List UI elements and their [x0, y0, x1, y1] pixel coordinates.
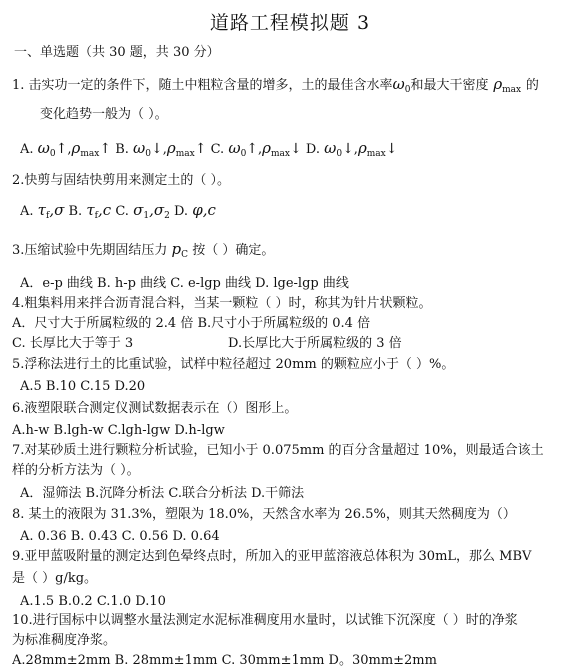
question-4-options-cd: C. 长厚比大于等于 3 D.长厚比大于所属粒级的 3 倍 [12, 336, 402, 351]
section-heading: 一、单选题（共 30 题，共 30 分） [14, 45, 220, 60]
question-8-stem: 8. 某土的液限为 31.3%，塑限为 18.0%，天然含水率为 26.5%，则其天然稠度为（） [12, 507, 516, 522]
question-5-stem: 5.浮称法进行土的比重试验，试样中粒径超过 20mm 的颗粒应小于（ ）%。 [12, 357, 455, 372]
question-1-stem: 1. 击实功一定的条件下，随土中粗粒含量的增多，土的最佳含水率 [12, 78, 393, 93]
question-5-options: A.5 B.10 C.15 D.20 [20, 379, 146, 394]
question-2-options: A. $\tau_f,\sigma$ B. $\tau_f,c$ C. $\sigma_1,\sigma_2$ D. φ,c [20, 202, 216, 221]
question-10-line2: 为标准稠度净浆。 [12, 633, 117, 648]
question-3-stem: 3.压缩试验中先期固结压力 $p_C$ 按（ ）确定。 [12, 241, 275, 260]
question-9-options: A.1.5 B.0.2 C.1.0 D.10 [20, 594, 166, 609]
question-6-stem: 6.液塑限联合测定仪测试数据表示在（）图形上。 [12, 401, 298, 416]
question-1-line1 [12, 76, 570, 99]
question-4-stem: 4.粗集料用来拌合沥青混合料，当某一颗粒（ ）时，称其为针片状颗粒。 [12, 296, 432, 311]
question-4-options-ab: A．尺寸大于所属粒级的 2.4 倍 B.尺寸小于所属粒级的 0.4 倍 [12, 316, 371, 331]
question-1-options: A. $\omega_0↑,\rho_{max}↑$ B. $\omega_0↓,\rho_{max}↑$ C. $\omega_0↑,\rho_{max}↓$ D. $\omega_0↓,\rho_{max}↓$ [20, 140, 398, 159]
water-content-symbol: $\omega_0$ [392, 76, 411, 95]
question-3-options: A．e-p 曲线 B. h-p 曲线 C. e-lgp 曲线 D. lge-lgp 曲线 [20, 276, 349, 291]
question-1-stem-mid: 和最大干密度 [410, 78, 489, 93]
question-10-line1: 10.进行国标中以调整水量法测定水泥标准稠度用水量时，以试锥下沉深度（ ）时的净浆 [12, 613, 518, 628]
question-8-options: A. 0.36 B. 0.43 C. 0.56 D. 0.64 [20, 529, 220, 544]
question-9-line2: 是（ ）g/kg。 [12, 571, 98, 586]
question-2-stem: 2.快剪与固结快剪用来测定土的（ ）。 [12, 173, 231, 188]
preconsolidation-pressure-symbol: $p_C$ [171, 241, 189, 260]
density-symbol: $\rho_{max}$ [493, 76, 522, 95]
question-10-options: A.28mm±2mm B. 28mm±1mm C. 30mm±1mm D。30mm±2mm [12, 653, 437, 668]
question-1-stem-end: 的 [525, 78, 539, 93]
exam-title: 道路工程模拟题 3 [209, 12, 371, 34]
question-6-options: A.h-w B.lgh-w C.lgh-lgw D.h-lgw [12, 423, 225, 438]
question-1-line2: 变化趋势一般为（ ）。 [40, 107, 168, 122]
question-7-options: A．湿筛法 B.沉降分析法 C.联合分析法 D.干筛法 [20, 486, 305, 501]
question-7-line1: 7.对某砂质土进行颗粒分析试验，已知小于 0.075mm 的百分含量超过 10%，则最适合该土 [12, 443, 544, 458]
question-7-line2: 样的分析方法为（ ）。 [12, 463, 140, 478]
question-9-line1: 9.亚甲蓝吸附量的测定达到色晕终点时，所加入的亚甲蓝溶液总体积为 30mL，那么 MBV [12, 549, 532, 564]
